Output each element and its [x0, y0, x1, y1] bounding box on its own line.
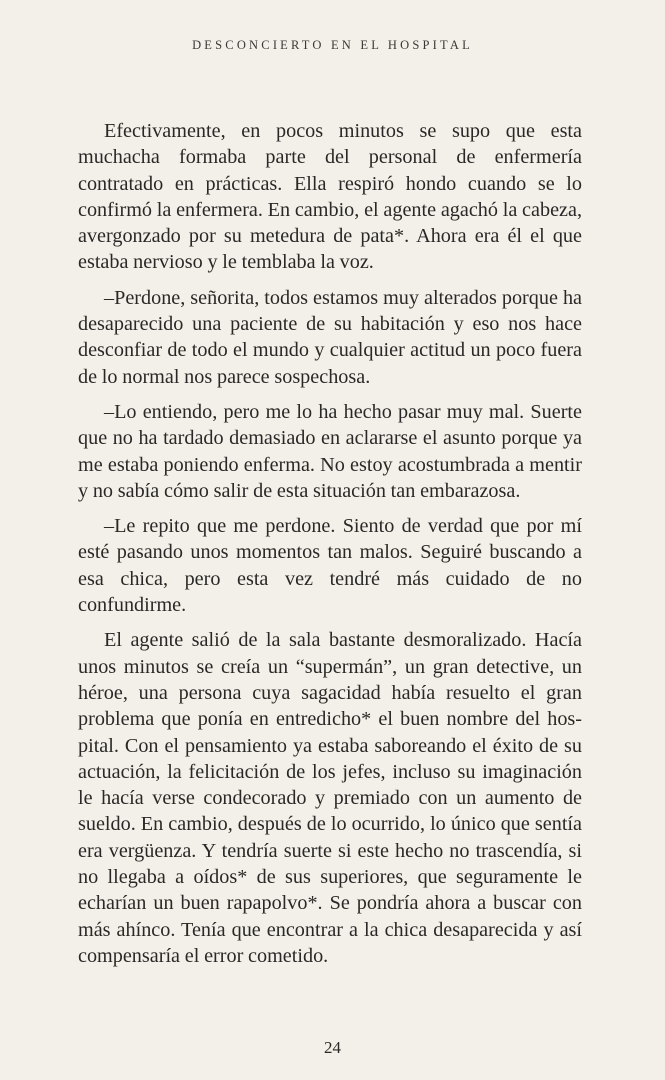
paragraph-5: El agente salió de la sala bastante desmoralizado. Hacía unos minutos se creía un “supermán”, un gran detective, un héroe, una persona cuya sagacidad había resuelto el gran problema que ponía en entredicho* el buen nombre del hospital. Con el pensamiento ya estaba saboreando el éxito de su actuación, la felicitación de los jefes, incluso su imaginación le hacía verse condecorado y premiado con un aumento de sueldo. En cambio, después de lo ocurrido, lo único que sentía era vergüenza. Y tendría suerte si este hecho no trascendía, si no llegaba a oídos* de sus superiores, que seguramente le echarían un buen rapapolvo*. Se pondría ahora a buscar con más ahínco. Tenía que encontrar a la chica desaparecida y así compensaría el error cometido. — [78, 629, 582, 967]
paragraph-2: –Perdone, señorita, todos estamos muy alterados porque ha desaparecido una paciente de su habitación y eso nos hace desconfiar de todo el mundo y cualquier actitud un poco fuera de lo normal nos parece sospechosa. — [78, 286, 582, 388]
paragraph-4: –Le repito que me perdone. Siento de verdad que por mí esté pasando unos momentos tan malos. Seguiré buscando a esa chica, pero esta vez tendré más cuidado de no confundirme. — [78, 515, 582, 617]
running-header: DESCONCIERTO EN EL HOSPITAL — [192, 38, 473, 52]
page-number: 24 — [324, 1038, 341, 1057]
paragraph-3: –Lo entiendo, pero me lo ha hecho pasar muy mal. Suerte que no ha tardado demasiado en aclararse el asunto porque ya me estaba poniendo enferma. No estoy acostumbrada a mentir y no sabía cómo salir de esta situación tan embarazosa. — [78, 400, 582, 502]
paragraph-1: Efectivamente, en pocos minutos se supo que esta muchacha formaba parte del personal de enfermería contratado en prácticas. Ella respiró hondo cuando se lo confirmó la enfermera. En cambio, el agente agachó la cabeza, avergonzado por su metedura de pata*. Ahora era él el que estaba nervioso y le temblaba la voz. — [78, 120, 582, 274]
body-text — [78, 118, 582, 978]
